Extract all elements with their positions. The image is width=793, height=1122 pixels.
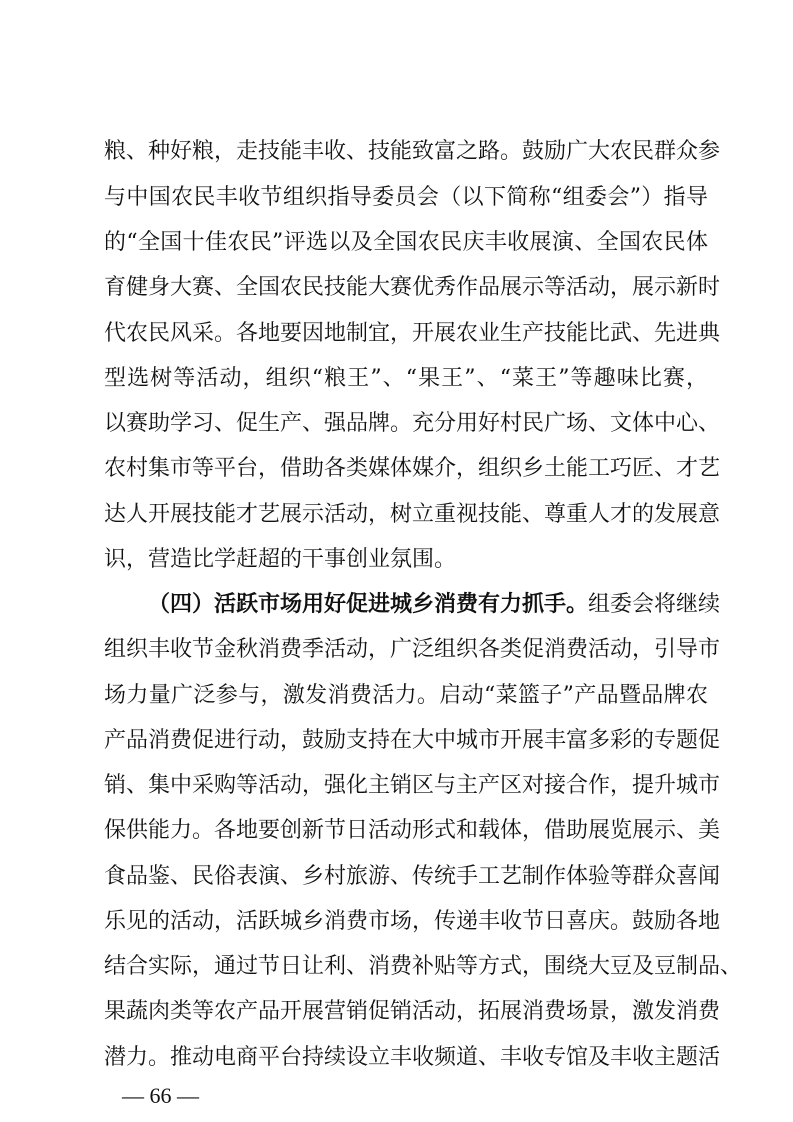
- paragraph-line: 育健身大赛、全国农民技能大赛优秀作品展示等活动，展示新时: [104, 275, 721, 300]
- paragraph-line: 乐见的活动，活跃城乡消费市场，传递丰收节日喜庆。鼓励各地: [104, 909, 721, 934]
- paragraph-line: 场力量广泛参与，激发消费活力。启动“菜篮子”产品暨品牌农: [104, 683, 708, 708]
- paragraph-line: 识，营造比学赶超的干事创业氛围。: [104, 547, 457, 572]
- paragraph-line: 粮、种好粮，走技能丰收、技能致富之路。鼓励广大农民群众参: [104, 139, 721, 164]
- paragraph-line: 销、集中采购等活动，强化主销区与主产区对接合作，提升城市: [104, 773, 721, 798]
- paragraph-line: 型选树等活动，组织“粮王”、“果王”、“菜王”等趣味比赛，: [104, 366, 708, 391]
- paragraph-line: 农村集市等平台，借助各类媒体媒介，组织乡土能工巧匠、才艺: [104, 456, 721, 481]
- paragraph-line: 产品消费促进行动，鼓励支持在大中城市开展丰富多彩的专题促: [104, 728, 721, 753]
- paragraph-line: 潜力。推动电商平台持续设立丰收频道、丰收专馆及丰收主题活: [104, 1045, 721, 1070]
- paragraph-line: 果蔬肉类等农产品开展营销促销活动，拓展消费场景，激发消费: [104, 999, 721, 1024]
- paragraph-line: 组织丰收节金秋消费季活动，广泛组织各类促消费活动，引导市: [104, 637, 721, 662]
- paragraph-line: 代农民风采。各地要因地制宜，开展农业生产技能比武、先进典: [104, 321, 721, 346]
- paragraph-line: 以赛助学习、促生产、强品牌。充分用好村民广场、文体中心、: [104, 411, 721, 436]
- paragraph-line: 食品鉴、民俗表演、乡村旅游、传统手工艺制作体验等群众喜闻: [104, 864, 721, 889]
- paragraph-line: 保供能力。各地要创新节日活动形式和载体，借助展览展示、美: [104, 818, 721, 843]
- section-heading: （四）活跃市场用好促进城乡消费有力抓手。: [148, 592, 589, 617]
- page-number: — 66 —: [122, 1083, 199, 1108]
- paragraph-line: 与中国农民丰收节组织指导委员会（以下简称“组委会”）指导: [104, 185, 708, 210]
- paragraph-line: 达人开展技能才艺展示活动，树立重视技能、尊重人才的发展意: [104, 502, 721, 527]
- section-heading-line: [148, 584, 721, 626]
- paragraph-line: 结合实际，通过节日让利、消费补贴等方式，围绕大豆及豆制品、: [104, 954, 743, 979]
- section-heading-rest: 组委会将继续: [588, 592, 721, 617]
- paragraph-line: 的“全国十佳农民”评选以及全国农民庆丰收展演、全国农民体: [104, 230, 708, 255]
